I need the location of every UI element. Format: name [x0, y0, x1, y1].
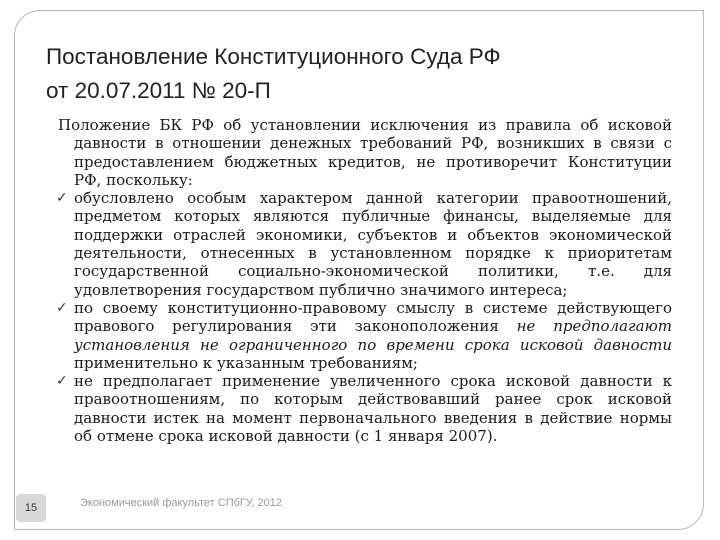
slide-number-badge: 15	[16, 494, 46, 522]
checkmark-icon: ✓	[56, 373, 68, 390]
bullet-2-italic-text: не предполагают установления не ограниченного по времени срока исковой давности	[74, 317, 672, 354]
checkmark-icon: ✓	[56, 190, 68, 207]
slide-title	[46, 40, 501, 108]
checkmark-icon: ✓	[56, 299, 68, 316]
bullet-2-text-end: применительно к указанным требованиям;	[74, 353, 418, 372]
bullet-item-2	[58, 299, 672, 372]
bullet-1-text: обусловлено особым характером данной категории правоотношений, предметом которых являются публичные финансы, выделяемые для поддержки отраслей экономики, субъектов и объектов экономической деятельности, отнесенных в установленном порядке к приоритетам государственной социально-экономической политики, т.е. для удовлетворения государством публично значимого интереса;	[74, 189, 672, 299]
bullet-item-1	[58, 189, 672, 299]
footer-text: Экономический факультет СПбГУ, 2012	[80, 497, 282, 509]
intro-paragraph: Положение БК РФ об установлении исключения из правила об исковой давности в отношении денежных требований РФ, возникших в связи с предоставлением бюджетных кредитов, не противоречит Конституции РФ, поскольку:	[58, 116, 672, 189]
title-line-2: от 20.07.2011 № 20-П	[46, 78, 271, 103]
title-line-1: Постановление Конституционного Суда РФ	[46, 44, 501, 69]
slide-body	[58, 116, 672, 445]
bullet-item-3	[58, 372, 672, 445]
bullet-3-text: не предполагает применение увеличенного срока исковой давности к правоотношениям, по которым действовавший ранее срок исковой давности истек на момент первоначального введения в действие нормы об отмене срока исковой давности (с 1 января 2007).	[74, 372, 672, 446]
bullet-2-text: по своему конституционно-правовому смыслу в системе действующего правового регулирования эти законоположения	[74, 298, 672, 336]
